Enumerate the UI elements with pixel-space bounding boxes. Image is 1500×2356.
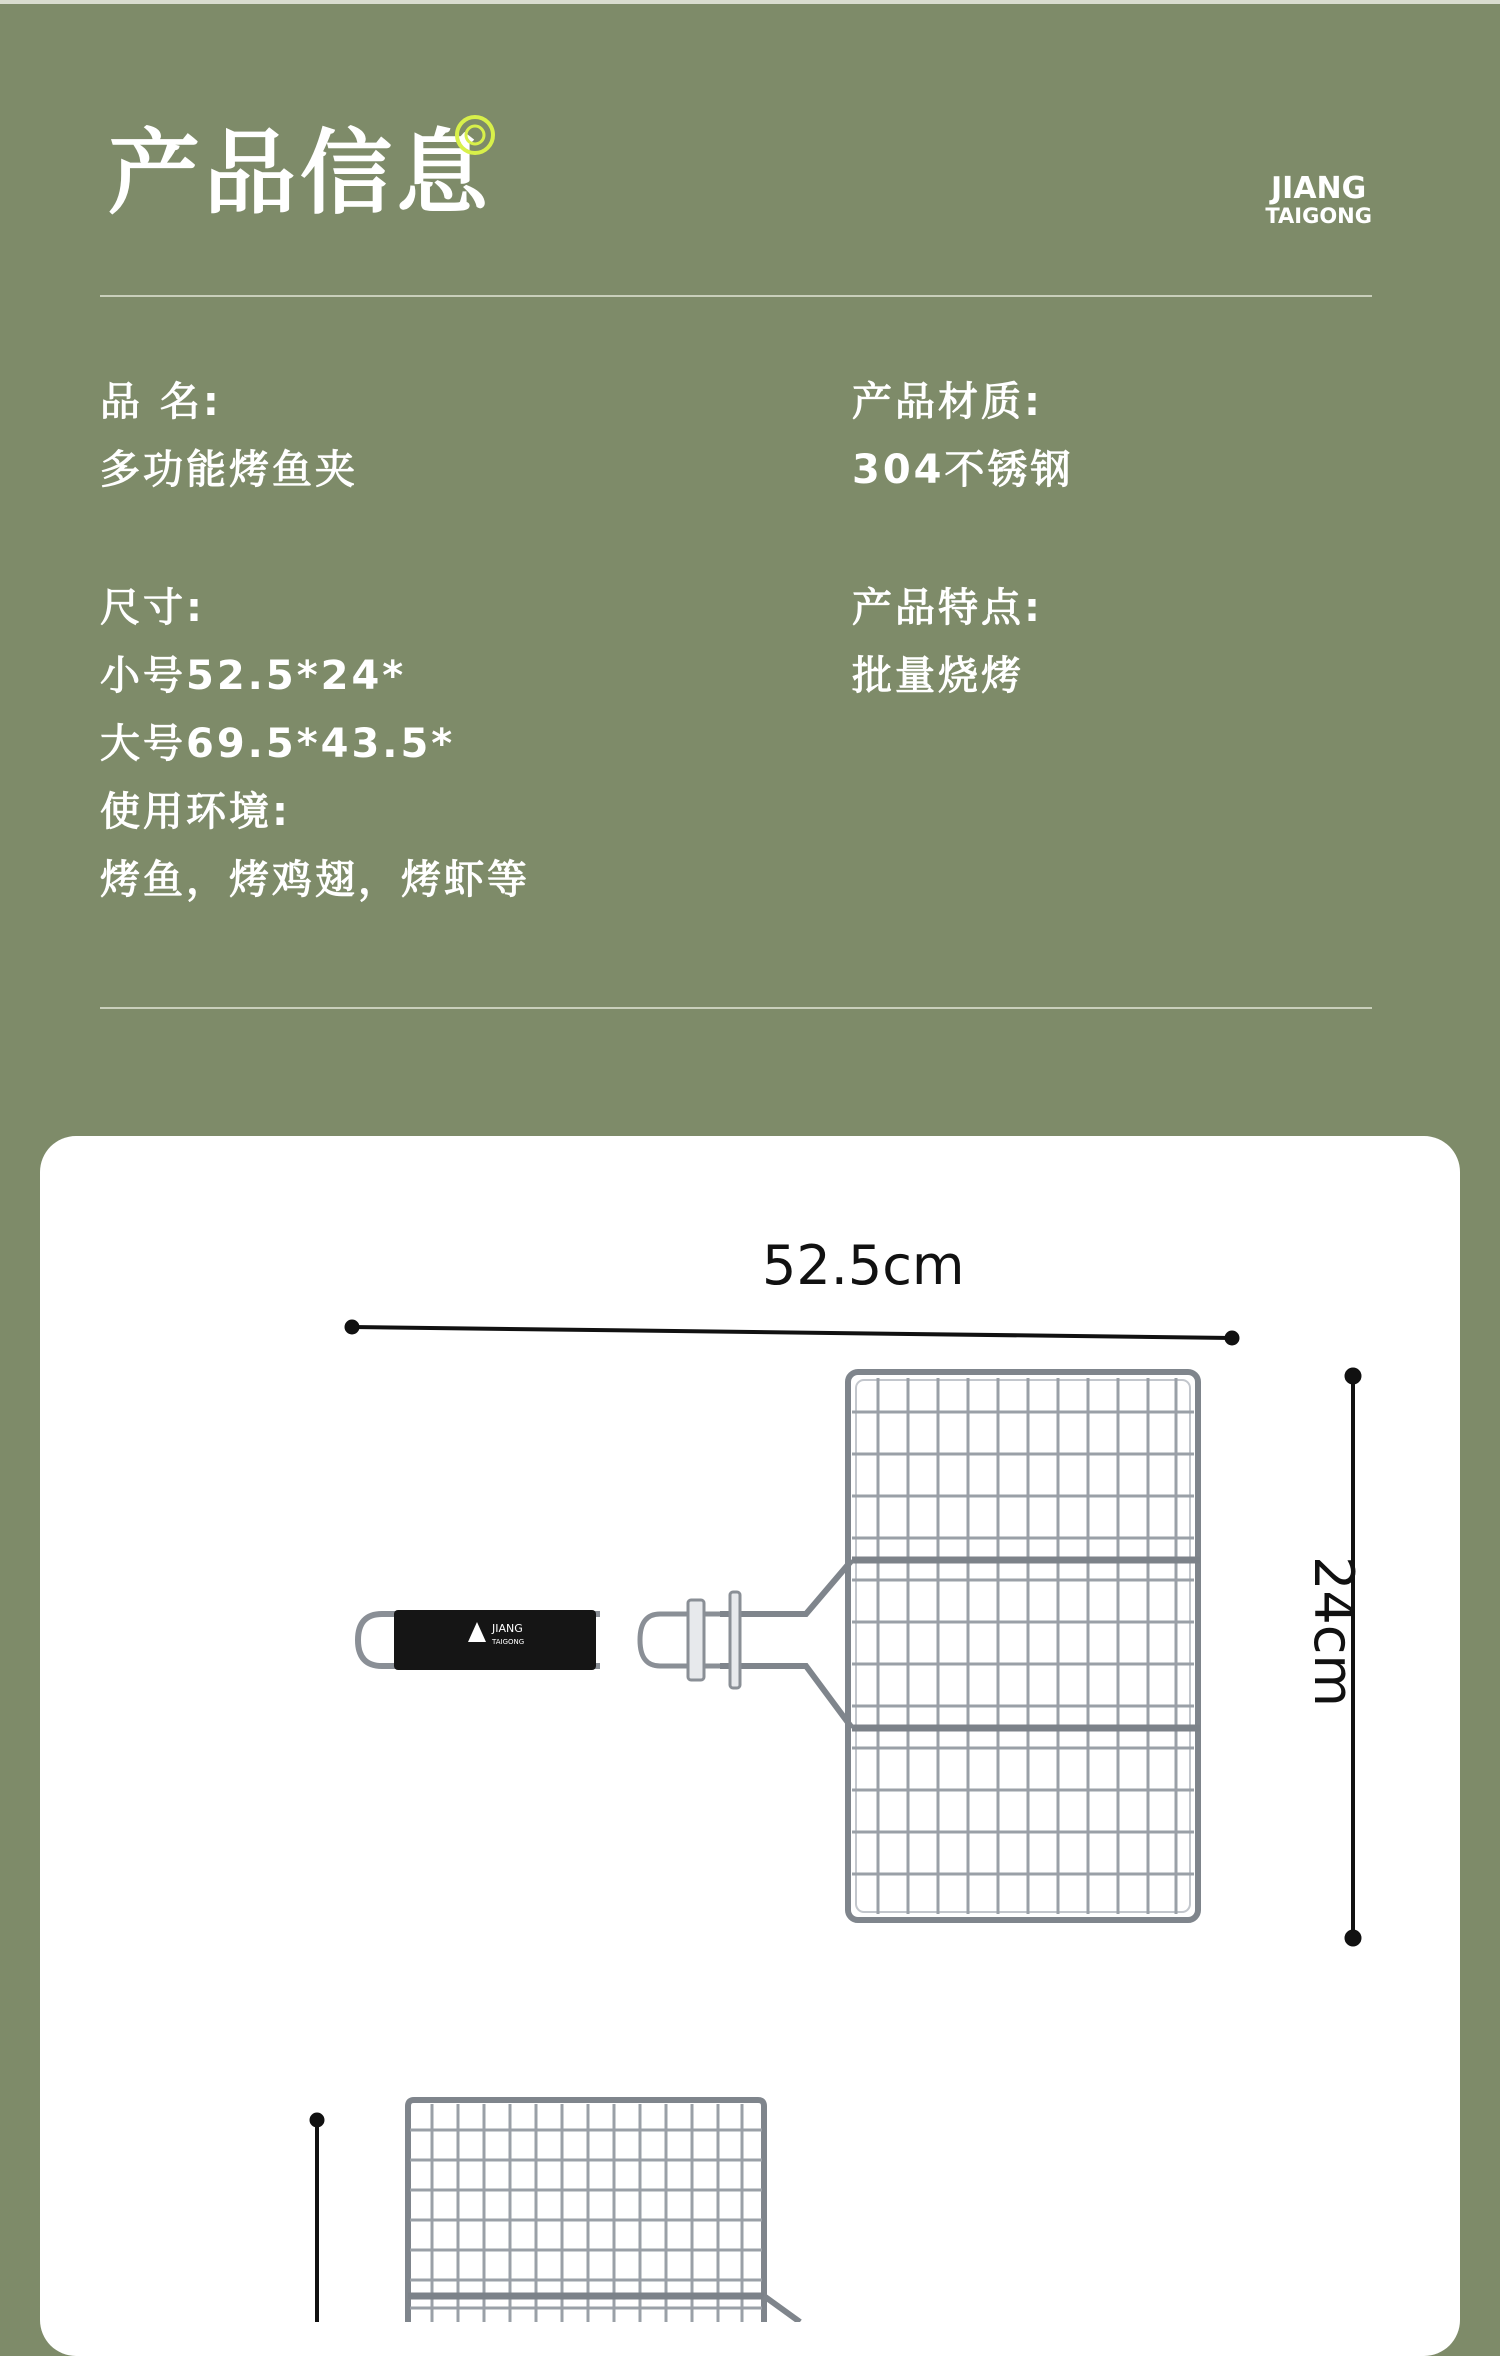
height-dimension-label: 24cm	[1302, 1556, 1365, 1708]
width-dimension-line	[345, 1320, 1239, 1345]
grill-basket-lower	[310, 2100, 800, 2322]
environment-value: 烤鱼，烤鸡翅，烤虾等	[100, 857, 530, 903]
environment-label: 使用环境:	[100, 789, 291, 835]
width-dimension-label: 52.5cm	[762, 1234, 965, 1297]
feature-label: 产品特点:	[852, 585, 1043, 631]
page-title: 产品信息	[108, 120, 493, 227]
material-value: 304不锈钢	[852, 447, 1074, 493]
size-label: 尺寸:	[100, 585, 205, 631]
handle-grip	[394, 1610, 596, 1670]
size-large-value: 大号69.5*43.5*	[100, 721, 456, 767]
handle-logo-line2: TAIGONG	[492, 1638, 525, 1646]
product-name-label: 品 名:	[100, 379, 222, 425]
feature-value: 批量烧烤	[852, 653, 1024, 699]
brand-name: JIANG	[1271, 171, 1367, 206]
size-small-value: 小号52.5*24*	[100, 653, 407, 699]
handle-logo-line1: JIANG	[492, 1622, 523, 1635]
product-name-value: 多功能烤鱼夹	[100, 447, 358, 493]
brand-subname: TAIGONG	[1265, 204, 1372, 228]
material-label: 产品材质:	[852, 379, 1043, 425]
